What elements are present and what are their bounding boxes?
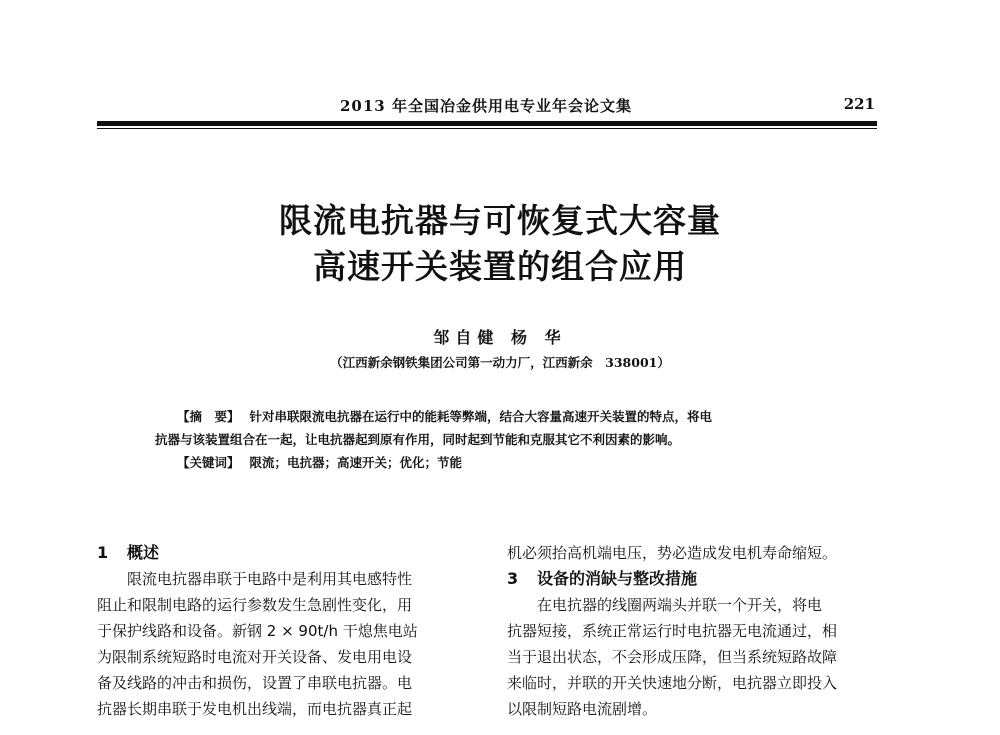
left-column (97, 540, 479, 722)
section-3-line: 抗器短接，系统正常运行时电抗器无电流通过，相 (507, 622, 838, 640)
section-3-number: 3 (507, 569, 519, 588)
section-1-heading (97, 540, 479, 566)
affiliation: （江西新余钢铁集团公司第一动力厂，江西新余 338001） (330, 355, 670, 370)
section-3-line: 以限制短路电流剧增。 (507, 700, 658, 718)
section-3-line: 来临时，并联的开关快速地分断，电抗器立即投入 (507, 674, 838, 692)
section-1-line: 阻止和限制电路的运行参数发生急剧性变化，用 (97, 596, 413, 614)
title-line-1: 限流电抗器与可恢复式大容量 (279, 201, 721, 240)
section-1-line: 抗器长期串联于发电机出线端，而电抗器真正起 (97, 700, 413, 718)
section-3-heading (507, 566, 889, 592)
keywords-line (155, 451, 855, 474)
section-1-line: 备及线路的冲击和损伤，设置了串联电抗器。电 (97, 674, 413, 692)
section-3-line: 当于退出状态，不会形成压降，但当系统短路故障 (507, 648, 838, 666)
section-1-line: 于保护线路和设备。新钢 2 × 90t/h 干熄焦电站 (97, 622, 418, 640)
title-line-2: 高速开关装置的组合应用 (313, 247, 687, 286)
continuation-line: 机必须抬高机端电压，势必造成发电机寿命缩短。 (507, 544, 838, 562)
section-3-title: 设备的消缺与整改措施 (537, 569, 698, 588)
section-1-number: 1 (97, 543, 109, 562)
abstract-text-1: 针对串联限流电抗器在运行中的能耗等弊端，结合大容量高速开关装置的特点，将电 (249, 409, 713, 424)
section-1-line: 为限制系统短路时电流对开关设备、发电用电设 (97, 648, 413, 666)
section-1-title: 概述 (127, 543, 160, 562)
abstract-line-1 (155, 405, 855, 428)
section-1-line: 限流电抗器串联于电路中是利用其电感特性 (127, 570, 413, 588)
abstract-label: 【摘 要】 (177, 409, 240, 424)
right-column (507, 540, 889, 722)
keywords-label: 【关键词】 (177, 455, 240, 470)
keywords: 限流；电抗器；高速开关；优化；节能 (249, 455, 463, 470)
abstract (155, 405, 855, 474)
header-rule-thick (97, 121, 877, 126)
section-3-line: 在电抗器的线圈两端头并联一个开关，将电 (537, 596, 823, 614)
header-rule-thin (97, 128, 877, 129)
running-header-title: 2013 年全国冶金供用电专业年会论文集 (340, 97, 632, 115)
paper-title (0, 198, 1000, 290)
abstract-line-2: 抗器与该装置组合在一起，让电抗器起到原有作用，同时起到节能和克服其它不利因素的影响。 (155, 432, 681, 447)
page-number: 221 (843, 95, 875, 113)
running-header (97, 95, 875, 121)
authors: 邹自健 杨 华 (433, 328, 567, 347)
